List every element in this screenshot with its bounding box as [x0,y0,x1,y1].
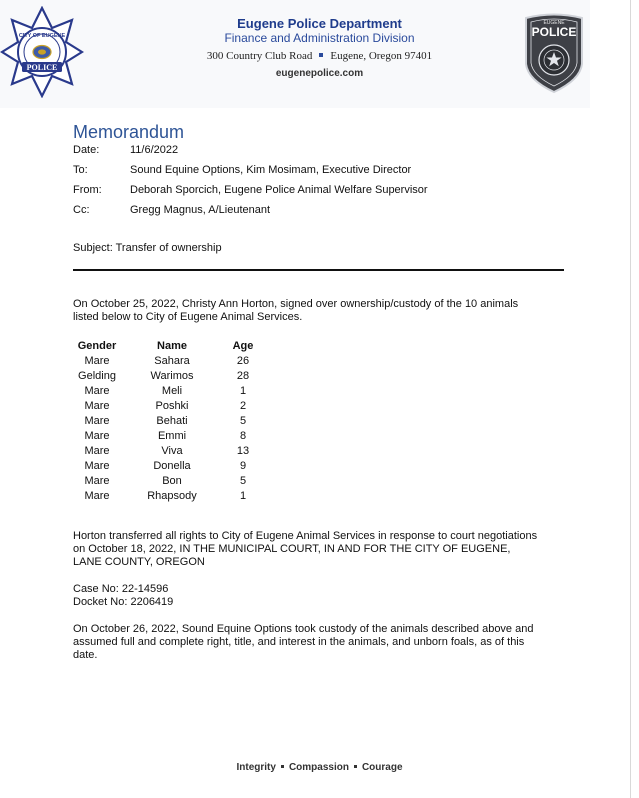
star-badge-banner-text: POLICE [26,63,58,72]
cc-value: Gregg Magnus, A/Lieutenant [130,204,271,216]
age-cell: 1 [239,384,247,397]
age-cell: 28 [236,369,250,382]
gender-cell: Mare [84,444,110,457]
table-row [68,398,268,413]
table-row [68,428,268,443]
name-cell: Poshki [155,399,189,412]
gender-column-header: Gender [77,339,117,352]
gender-cell: Mare [84,429,110,442]
table-row [68,473,268,488]
table-row [68,383,268,398]
age-cell: 9 [239,459,247,472]
name-cell: Viva [161,444,183,457]
age-cell: 8 [239,429,247,442]
transfer-line: on October 18, 2022, IN THE MUNICIPAL COURT, IN AND FOR THE CITY OF EUGENE, [73,543,511,555]
name-column-header: Name [157,339,187,352]
docket-number: Docket No: 2206419 [73,596,174,608]
gender-cell: Mare [84,489,110,502]
name-cell: Warimos [150,369,194,382]
custody-paragraph [73,623,573,662]
table-row [68,458,268,473]
to-label: To: [73,164,88,176]
gender-cell: Mare [84,354,110,367]
intro-line: On October 25, 2022, Christy Ann Horton, signed over ownership/custody of the 10 animals [73,298,519,310]
letterhead [0,0,590,108]
gender-cell: Mare [84,399,110,412]
footer-separator-icon [354,765,357,768]
custody-line: assumed full and complete right, title, and interest in the animals, and unborn foals, as of this [73,636,525,648]
name-cell: Rhapsody [147,489,197,502]
table-row [68,413,268,428]
gender-cell: Mare [84,474,110,487]
intro-paragraph [73,298,573,324]
name-cell: Donella [153,459,191,472]
department-website: eugenepolice.com [275,68,364,79]
table-header-row [68,338,268,353]
gender-cell: Gelding [78,369,116,382]
date-value: 11/6/2022 [130,144,179,156]
page-edge-rule [630,0,631,798]
from-label: From: [73,184,102,196]
case-number: Case No: 22-14596 [73,583,169,595]
name-cell: Meli [161,384,183,397]
footer-separator-icon [281,765,284,768]
table-row [68,353,268,368]
police-shield-badge-icon [522,12,586,94]
gender-cell: Mare [84,384,110,397]
animal-table [68,338,268,503]
age-cell: 26 [236,354,250,367]
age-cell: 2 [239,399,247,412]
intro-line: listed below to City of Eugene Animal Services. [73,311,303,323]
address-separator-icon [319,53,323,57]
name-cell: Sahara [154,354,190,367]
department-name: Eugene Police Department [237,16,402,31]
footer-value: Integrity [236,762,276,773]
footer-value: Compassion [288,762,349,773]
age-cell: 5 [239,414,247,427]
shield-top-text: EUGENE [543,20,565,26]
custody-line: On October 26, 2022, Sound Equine Options took custody of the animals described above and [73,623,534,635]
address-city: Eugene, Oregon 97401 [330,50,433,62]
age-cell: 1 [239,489,247,502]
age-cell: 5 [239,474,247,487]
transfer-line: Horton transferred all rights to City of Eugene Animal Services in response to court negotiations [73,530,538,542]
division-name: Finance and Administration Division [224,31,415,45]
from-value: Deborah Sporcich, Eugene Police Animal Welfare Supervisor [130,184,428,196]
table-row [68,488,268,503]
footer-values [0,762,639,773]
name-cell: Bon [162,474,182,487]
to-value: Sound Equine Options, Kim Mosimam, Executive Director [130,164,412,176]
table-row [68,368,268,383]
date-label: Date: [73,144,100,156]
custody-line: date. [73,649,98,661]
age-cell: 13 [236,444,250,457]
footer-value: Courage [361,762,403,773]
table-row [68,443,268,458]
transfer-paragraph [73,530,573,569]
shield-main-text: POLICE [531,25,577,39]
transfer-line: LANE COUNTY, OREGON [73,556,205,568]
memo-title: Memorandum [73,122,185,142]
gender-cell: Mare [84,459,110,472]
gender-cell: Mare [84,414,110,427]
star-badge-ring-text: CITY OF EUGENE [18,33,66,39]
name-cell: Emmi [157,429,187,442]
age-column-header: Age [232,339,254,352]
header-divider [73,269,564,271]
name-cell: Behati [156,414,188,427]
memo-subject: Subject: Transfer of ownership [73,242,222,254]
address-street: 300 Country Club Road [206,50,313,62]
cc-label: Cc: [73,204,90,216]
